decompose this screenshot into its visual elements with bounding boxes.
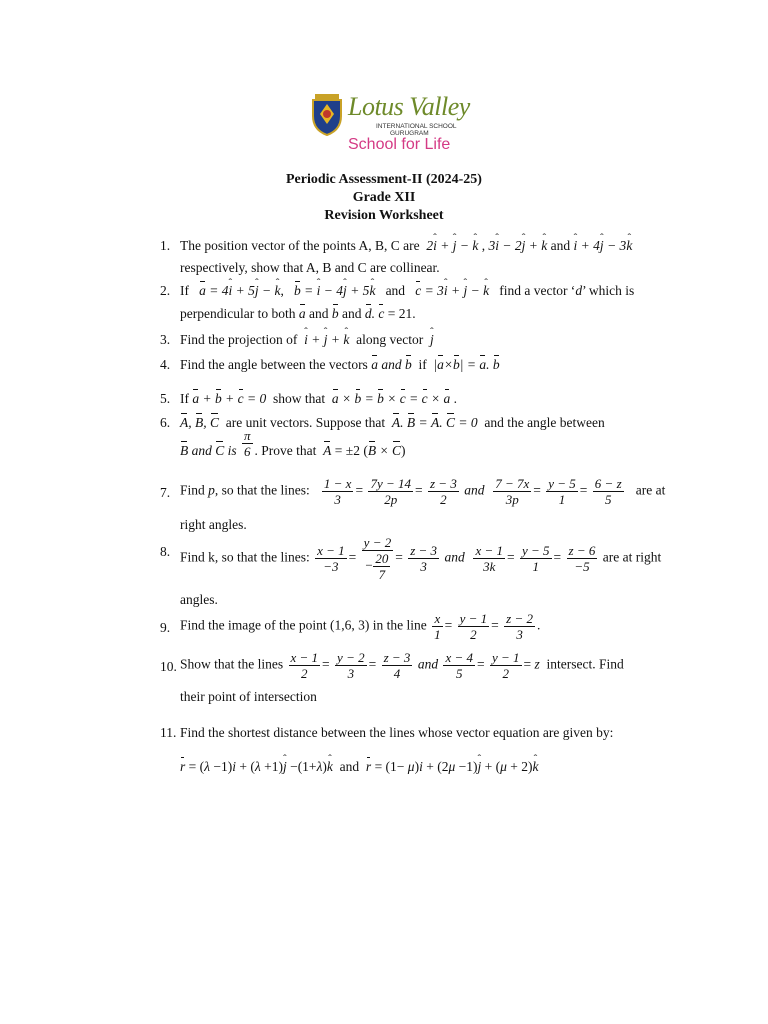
question-text: Find the projection of i ˆ + j ˆ + k ˆ along vector j ˆ bbox=[180, 331, 434, 349]
question-number: 6. bbox=[160, 415, 171, 430]
question-text: Find p, so that the lines: $\frac{1 - x}{3}$ = $\frac{7y - 14}{2p}$ = $\frac{z - 3}{2}$ and $\frac{7 - 7x}{3p}$ = $\frac{y - 5}{1}$ = $\frac{6 - z}{5}$ are at bbox=[180, 476, 666, 507]
question-number: 5. bbox=[160, 391, 171, 406]
logo-name: Lotus Valley bbox=[348, 92, 470, 121]
question-text: If a = 4i ˆ + 5j ˆ − k ˆ, b = i ˆ − 4j ˆ + 5k ˆ and c = 3i ˆ + j ˆ − k ˆ find a vector ‘d’ which is bbox=[180, 282, 634, 300]
question-text: Find the angle between the vectors a and b if |a×b| = a. b bbox=[180, 357, 500, 372]
question-text: Find the shortest distance between the lines whose vector equation are given by: bbox=[180, 725, 614, 740]
question-number: 9. bbox=[160, 620, 171, 635]
question-text-cont: right angles. bbox=[180, 517, 247, 532]
page-title: Periodic Assessment-II (2024-25) bbox=[286, 172, 482, 187]
logo-location: GURUGRAM bbox=[390, 130, 429, 137]
question-number: 10. bbox=[160, 659, 177, 674]
question-text: The position vector of the points A, B, C are 2i ˆ + j ˆ − k ˆ , 3i ˆ − 2j ˆ + k ˆ and i ˆ + 4j ˆ − 3k ˆ bbox=[180, 237, 632, 255]
question-text-cont: angles. bbox=[180, 592, 218, 607]
question-number: 8. bbox=[160, 544, 171, 559]
logo-subtitle: INTERNATIONAL SCHOOL bbox=[376, 123, 457, 130]
question-text-cont: respectively, show that A, B and C are collinear. bbox=[180, 260, 440, 275]
question-text-cont: r = (λ −1)i + (λ +1)j ˆ −(1+λ)k ˆ and r = (1− μ)i + (2μ −1)j ˆ + (μ + 2)k ˆ bbox=[180, 758, 538, 776]
question-number: 11. bbox=[160, 725, 177, 740]
school-logo bbox=[310, 92, 470, 158]
question-text-cont: perpendicular to both a and b and d. c = 21. bbox=[180, 306, 416, 321]
question-text: A, B, C are unit vectors. Suppose that A. B = A. C = 0 and the angle between bbox=[180, 415, 605, 430]
question-text: Find the image of the point (1,6, 3) in the line $\frac{x}{1}$ = $\frac{y - 1}{2}$ = $\frac{z - 2}{3}$ . bbox=[180, 611, 541, 642]
question-text: Show that the lines $\frac{x - 1}{2}$ = $\frac{y - 2}{3}$ = $\frac{z - 3}{4}$ and $\frac{x - 4}{5}$ = $\frac{y - 1}{2}$ = z intersect. Find bbox=[180, 650, 624, 681]
question-text-cont: their point of intersection bbox=[180, 689, 317, 704]
question-number: 3. bbox=[160, 332, 171, 347]
question-text: Find k, so that the lines: $\frac{x - 1}{-3}$ = y − 2 − $\frac{20}{7}$ = $\frac{z - 3}{3}$ and $\frac{x - 1}{3k}$ = $\frac{y - 5}{1}$ = $\frac{z - 6}{-5}$ are at right bbox=[180, 535, 662, 582]
grade-heading: Grade XII bbox=[352, 190, 416, 205]
question-number: 7. bbox=[160, 485, 171, 500]
question-number: 4. bbox=[160, 357, 171, 372]
logo-tagline: School for Life bbox=[348, 136, 451, 153]
worksheet-heading: Revision Worksheet bbox=[324, 208, 444, 223]
question-text: If a + b + c = 0 show that a × b = b × c = c × a . bbox=[180, 391, 457, 406]
question-text-cont: B and C is $\frac{\pi}{6}$ . Prove that A = ±2 (B × C) bbox=[180, 428, 406, 460]
question-number: 2. bbox=[160, 283, 171, 298]
school-crest-icon bbox=[310, 94, 344, 136]
question-number: 1. bbox=[160, 238, 171, 253]
